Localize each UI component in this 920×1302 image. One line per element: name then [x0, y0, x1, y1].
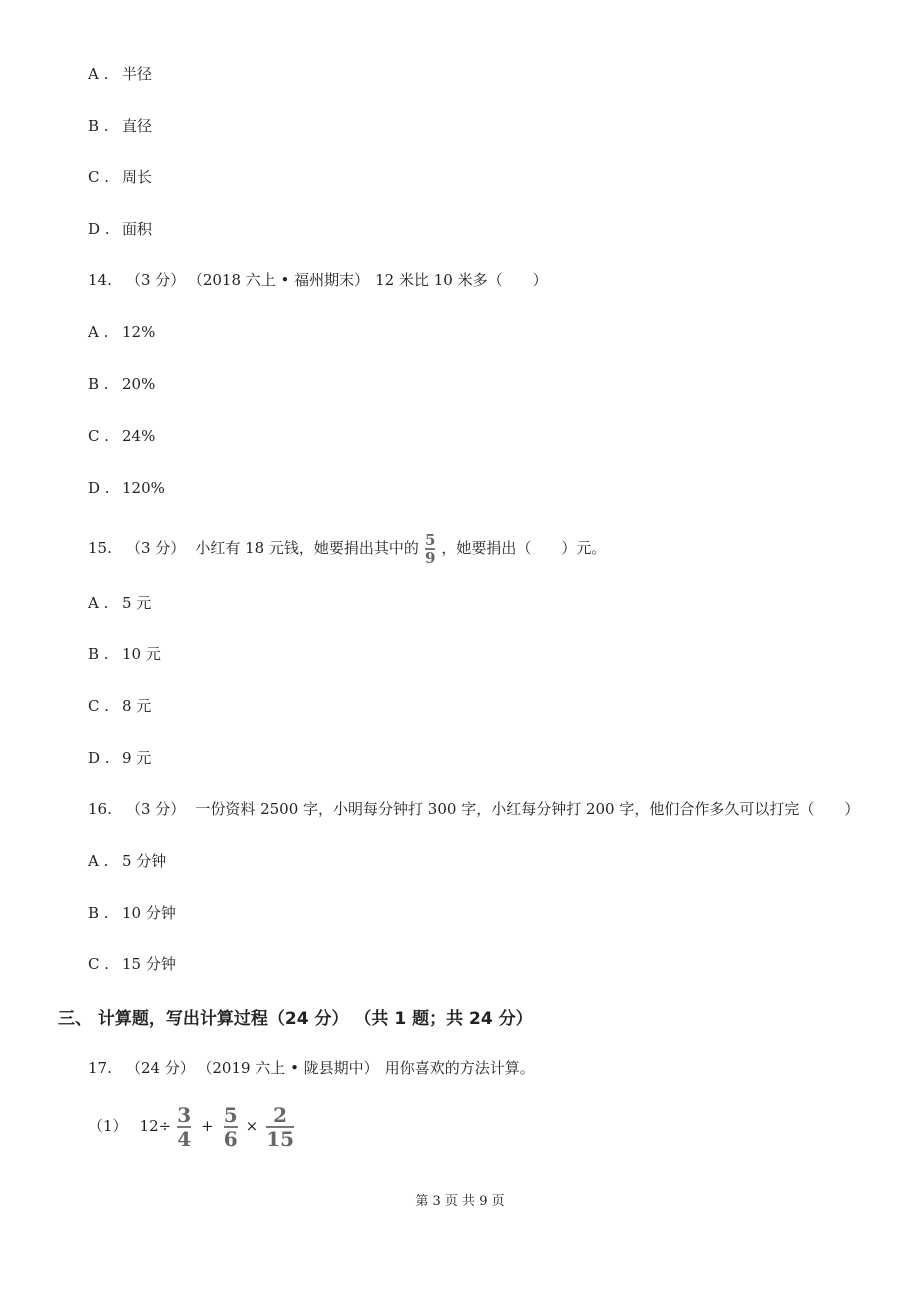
q14-option-d: D . 120%	[88, 479, 165, 497]
q16-option-a: A . 5 分钟	[88, 852, 167, 870]
q13-option-d: D . 面积	[88, 220, 153, 238]
page-footer: 第 3 页 共 9 页	[415, 1194, 505, 1209]
q14-option-c: C . 24%	[88, 427, 156, 445]
question-15: 15. （3 分） 小红有 18 元钱，她要捐出其中的 $\frac{5}{9}$ ，她要捐出（ ）元。	[88, 531, 607, 567]
q15-option-b: B . 10 元	[88, 645, 161, 663]
fraction-5-9: $\frac{5}{9}$	[424, 531, 436, 567]
fraction-3-4: $\frac{3}{4}$	[177, 1103, 192, 1151]
q13-option-a: A . 半径	[88, 65, 153, 83]
q16-option-c: C . 15 分钟	[88, 955, 176, 973]
q13-option-b: B . 直径	[88, 117, 153, 135]
q15-option-a: A . 5 元	[88, 594, 152, 612]
question-17: 17. （24 分） （2019 六上 • 陇县期中） 用你喜欢的方法计算。	[88, 1059, 535, 1077]
fraction-2-15: $\frac{2}{15}$	[266, 1103, 295, 1151]
q14-option-b: B . 20%	[88, 375, 156, 393]
q17-sub-1-expression: （1） 12÷ $\frac{3}{4}$ + $\frac{5}{6}$ × $\frac{2}{15}$	[88, 1103, 295, 1151]
q15-option-d: D . 9 元	[88, 749, 152, 767]
q15-option-c: C . 8 元	[88, 697, 152, 715]
question-16: 16. （3 分） 一份资料 2500 字，小明每分钟打 300 字，小红每分钟打 200 字，他们合作多久可以打完（ ）	[88, 800, 860, 818]
section-3-heading: 三、 计算题，写出计算过程（24 分） （共 1 题；共 24 分）	[58, 1009, 533, 1029]
question-14: 14. （3 分） （2018 六上 • 福州期末） 12 米比 10 米多（ ）	[88, 271, 548, 289]
q16-option-b: B . 10 分钟	[88, 904, 176, 922]
q14-option-a: A . 12%	[88, 323, 156, 341]
fraction-5-6: $\frac{5}{6}$	[223, 1103, 238, 1151]
q13-option-c: C . 周长	[88, 168, 153, 186]
